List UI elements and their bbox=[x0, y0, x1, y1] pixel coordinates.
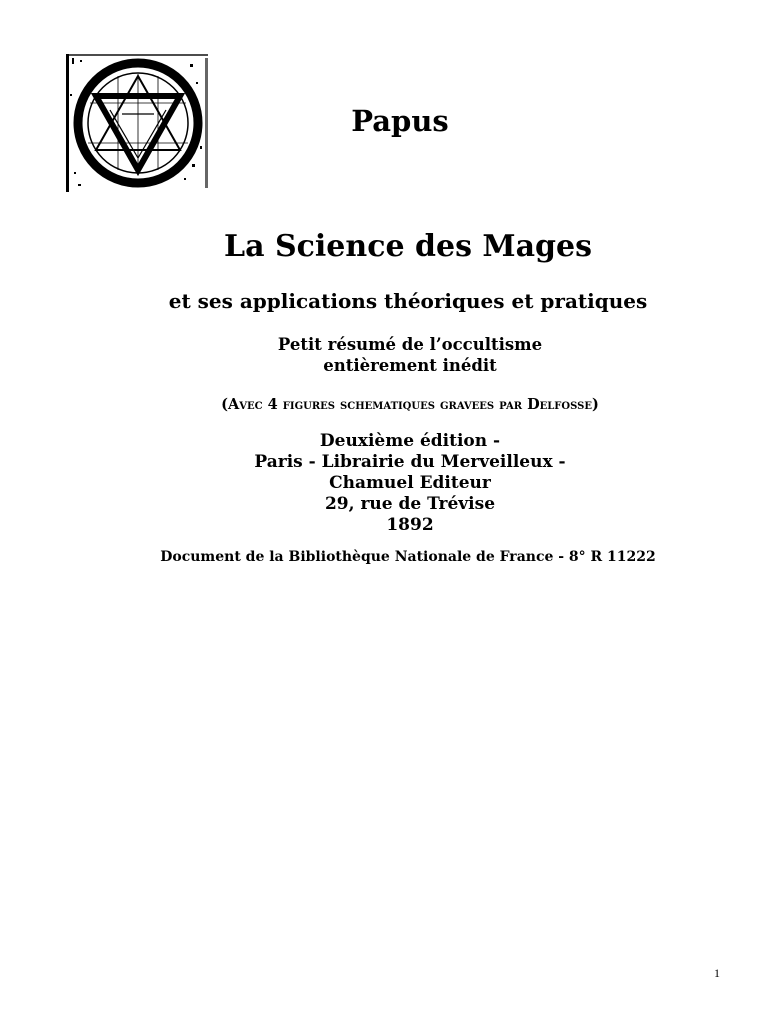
editor-line: Chamuel Editeur bbox=[329, 473, 491, 493]
book-title: La Science des Mages bbox=[224, 229, 592, 264]
page-number: 1 bbox=[714, 966, 720, 980]
summary-block bbox=[26, 334, 768, 376]
publication-block bbox=[26, 431, 768, 536]
source-note: Document de la Bibliothèque Nationale de France - 8° R 11222 bbox=[160, 549, 656, 565]
address-line: 29, rue de Trévise bbox=[324, 494, 496, 514]
summary-line-1: Petit résumé de l’occultisme bbox=[277, 335, 543, 354]
figures-note: (Avec 4 figures schematiques gravees par Delfosse) bbox=[221, 396, 599, 413]
edition-line: Deuxième édition - bbox=[319, 431, 501, 451]
author-name: Papus bbox=[351, 104, 449, 138]
summary-line-2: entièrement inédit bbox=[323, 356, 497, 375]
city-publisher-line: Paris - Librairie du Merveilleux - bbox=[254, 452, 566, 472]
year-line: 1892 bbox=[386, 515, 434, 535]
book-subtitle: et ses applications théoriques et pratiques bbox=[168, 289, 648, 313]
